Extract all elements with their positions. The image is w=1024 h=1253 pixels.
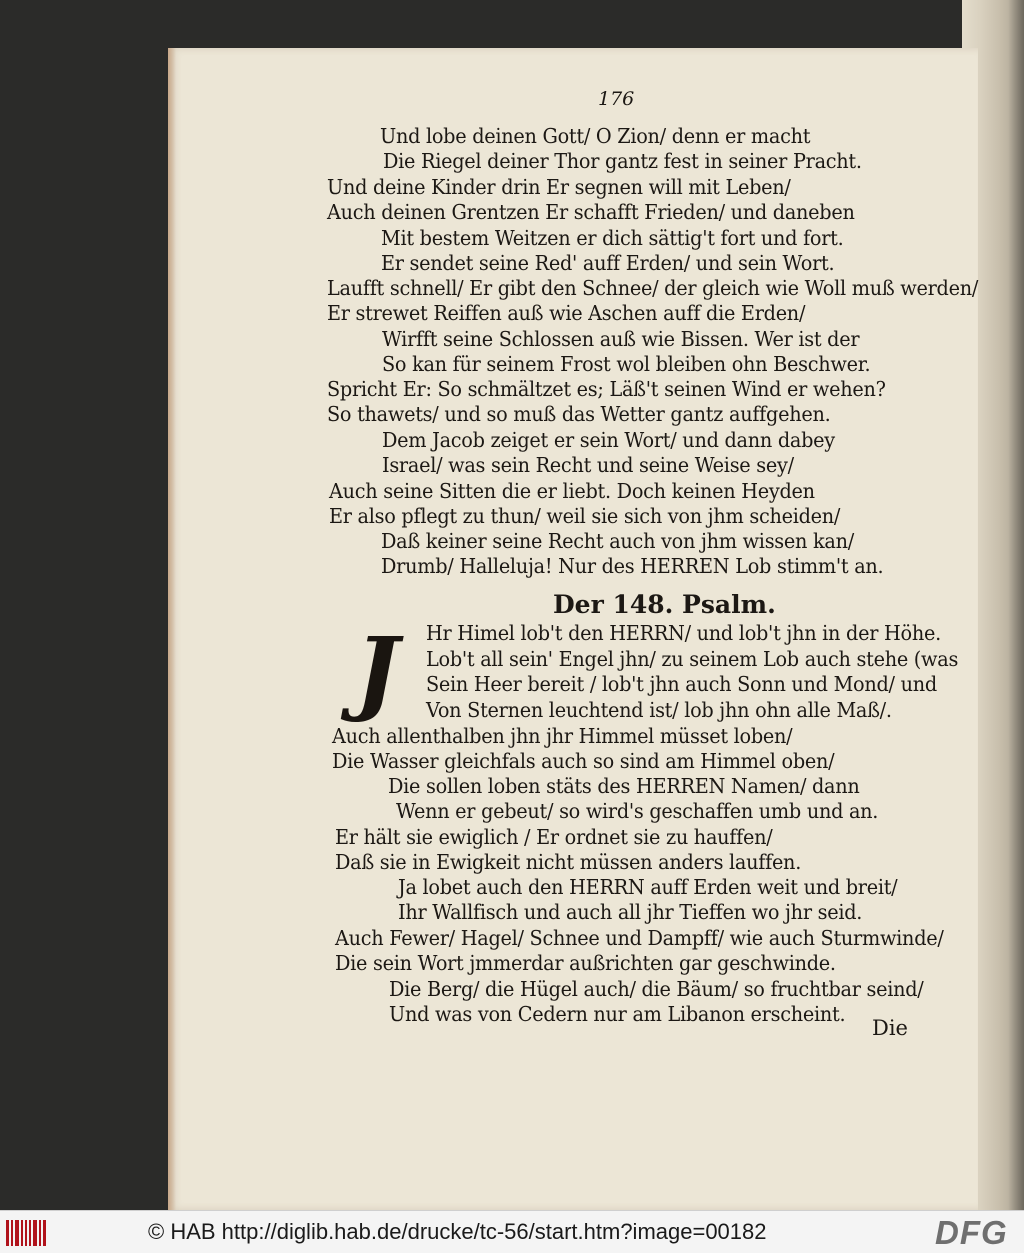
verse-line: Er sendet seine Red' auff Erden/ und sein Wort. xyxy=(381,251,835,275)
verse-line: Daß sie in Ewigkeit nicht müssen anders lauffen. xyxy=(335,850,802,874)
verse-line: Die sollen loben stäts des HERREN Namen/ dann xyxy=(388,774,860,798)
verse-line: Israel/ was sein Recht und seine Weise sey/ xyxy=(382,453,794,477)
page-number: 176 xyxy=(598,88,635,110)
psalm-heading: Der 148. Psalm. xyxy=(553,590,776,619)
verse-line: Auch Fewer/ Hagel/ Schnee und Dampff/ wie auch Sturmwinde/ xyxy=(335,926,944,950)
verse-line: Wenn er gebeut/ so wird's geschaffen umb und an. xyxy=(396,799,879,823)
decorated-initial: J xyxy=(355,617,399,725)
verse-line: Die Wasser gleichfals auch so sind am Himmel oben/ xyxy=(332,749,835,773)
hab-barcode-icon xyxy=(6,1220,46,1246)
verse-line: Er also pflegt zu thun/ weil sie sich von jhm scheiden/ xyxy=(329,504,841,528)
verse-line: Er hält sie ewiglich / Er ordnet sie zu hauffen/ xyxy=(335,825,773,849)
verse-line: Und was von Cedern nur am Libanon erscheint. xyxy=(389,1002,846,1026)
verse-line: Die Berg/ die Hügel auch/ die Bäum/ so fruchtbar seind/ xyxy=(389,977,924,1001)
verse-line: Mit bestem Weitzen er dich sättig't fort und fort. xyxy=(381,226,844,250)
verse-line: Die sein Wort jmmerdar außrichten gar geschwinde. xyxy=(335,951,836,975)
verse-line: Er strewet Reiffen auß wie Aschen auff die Erden/ xyxy=(327,301,806,325)
verse-line: Hr Himel lob't den HERRN/ und lob't jhn in der Höhe. xyxy=(426,621,941,645)
verse-line: Sein Heer bereit / lob't jhn auch Sonn und Mond/ und xyxy=(426,672,937,696)
book-page xyxy=(168,48,978,1210)
verse-line: Auch deinen Grentzen Er schafft Frieden/ und daneben xyxy=(327,200,855,224)
verse-line: Und deine Kinder drin Er segnen will mit Leben/ xyxy=(327,175,791,199)
catchword: Die xyxy=(872,1016,908,1040)
verse-line: Ihr Wallfisch und auch all jhr Tieffen wo jhr seid. xyxy=(398,900,863,924)
verse-line: Drumb/ Halleluja! Nur des HERREN Lob stimm't an. xyxy=(381,554,884,578)
verse-line: Wirfft seine Schlossen auß wie Bissen. Wer ist der xyxy=(382,327,860,351)
verse-line: So kan für seinem Frost wol bleiben ohn Beschwer. xyxy=(382,352,871,376)
verse-line: Ja lobet auch den HERRN auff Erden weit und breit/ xyxy=(398,875,898,899)
verse-line: So thawets/ und so muß das Wetter gantz auffgehen. xyxy=(327,402,831,426)
verse-line: Laufft schnell/ Er gibt den Schnee/ der gleich wie Woll muß werden/ xyxy=(327,276,979,300)
verse-line: Die Riegel deiner Thor gantz fest in seiner Pracht. xyxy=(383,149,862,173)
verse-line: Von Sternen leuchtend ist/ lob jhn ohn alle Maß/. xyxy=(426,698,892,722)
verse-line: Auch seine Sitten die er liebt. Doch keinen Heyden xyxy=(329,479,815,503)
copyright-link[interactable]: © HAB http://diglib.hab.de/drucke/tc-56/start.htm?image=00182 xyxy=(148,1219,767,1244)
verse-line: Spricht Er: So schmältzet es; Läß't seinen Wind er wehen? xyxy=(327,377,886,401)
verse-line: Dem Jacob zeiget er sein Wort/ und dann dabey xyxy=(382,428,835,452)
verse-line: Auch allenthalben jhn jhr Himmel müsset loben/ xyxy=(332,724,793,748)
verse-line: Und lobe deinen Gott/ O Zion/ denn er macht xyxy=(380,124,811,148)
dfg-logo: DFG xyxy=(935,1214,1008,1251)
verse-line: Daß keiner seine Recht auch von jhm wissen kan/ xyxy=(381,529,854,553)
verse-line: Lob't all sein' Engel jhn/ zu seinem Lob auch stehe (was xyxy=(426,647,959,671)
viewer-footer xyxy=(0,1210,1024,1253)
